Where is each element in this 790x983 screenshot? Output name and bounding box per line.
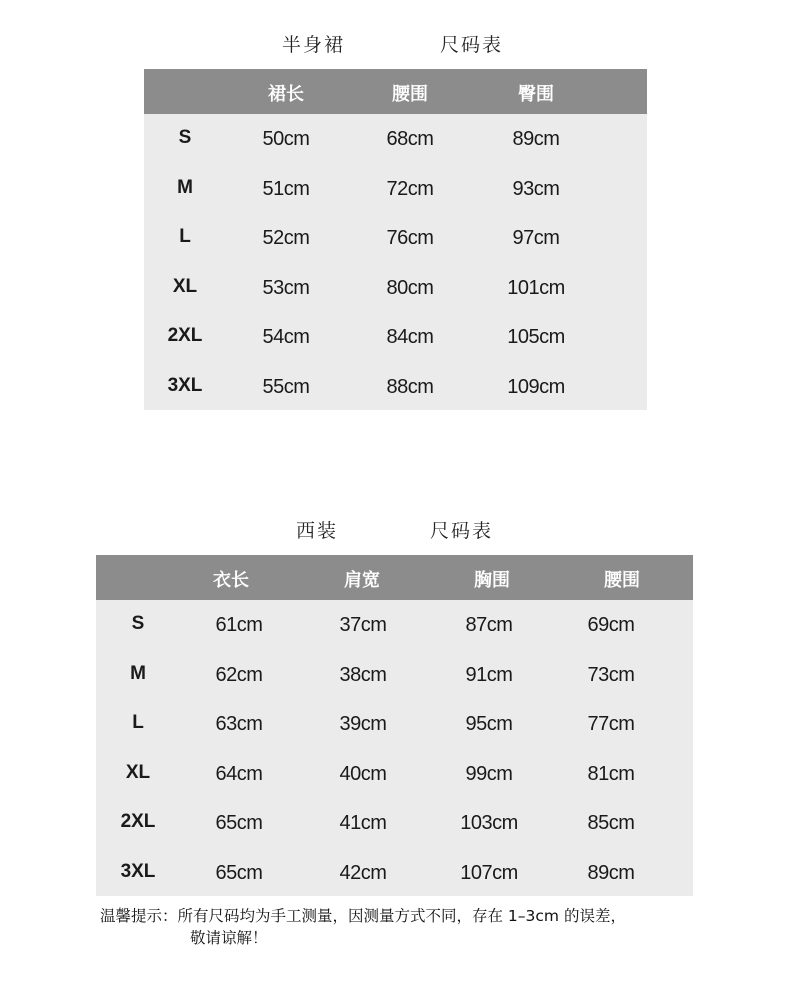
skirt-table-header [144,69,647,114]
suit-title-right: 尺码表 [430,520,494,542]
measurement-cell: 87cm [465,614,513,636]
measurement-cell: 51cm [262,177,310,200]
measurement-cell: 63cm [215,713,263,735]
measurement-cell: 37cm [339,614,387,636]
measurement-cell: 97cm [512,227,560,249]
size-label: L [179,226,191,247]
skirt-header-waist: 腰围 [392,84,428,105]
tip-note-line2: 敬请谅解！ [190,929,268,947]
suit-title-left: 西装 [296,520,339,542]
measurement-cell: 64cm [215,762,263,785]
measurement-cell: 54cm [262,326,310,348]
size-label: M [177,176,193,198]
size-label: 2XL [167,325,203,346]
measurement-cell: 61cm [215,614,263,636]
tip-note-line1: 温馨提示：所有尺码均为手工测量，因测量方式不同，存在 1–3cm 的误差， [100,907,626,925]
size-label: 3XL [167,374,203,396]
measurement-cell: 88cm [386,375,434,398]
skirt-size-table [144,69,647,410]
size-label: 3XL [120,860,156,882]
tip-note [100,905,626,949]
measurement-cell: 50cm [262,128,310,150]
size-label: XL [172,275,198,297]
suit-size-table [96,555,693,896]
measurement-cell: 62cm [215,663,263,686]
measurement-cell: 52cm [262,227,310,249]
measurement-cell: 39cm [339,713,387,735]
suit-header-waist: 腰围 [604,570,640,591]
measurement-cell: 89cm [512,128,560,150]
measurement-cell: 69cm [587,614,635,636]
measurement-cell: 81cm [587,762,635,785]
measurement-cell: 40cm [339,762,387,785]
measurement-cell: 53cm [262,276,310,299]
measurement-cell: 72cm [386,177,434,200]
size-label: S [131,613,145,634]
skirt-header-hip: 臀围 [518,84,554,105]
measurement-cell: 38cm [339,663,387,686]
measurement-cell: 73cm [587,663,635,686]
measurement-cell: 42cm [339,861,387,884]
measurement-cell: 77cm [587,713,635,735]
measurement-cell: 76cm [386,227,434,249]
measurement-cell: 65cm [215,812,263,834]
measurement-cell: 101cm [507,276,565,299]
size-label: M [130,662,146,684]
measurement-cell: 109cm [507,375,565,398]
measurement-cell: 107cm [460,861,518,884]
measurement-cell: 105cm [507,326,565,348]
measurement-cell: 89cm [587,861,635,884]
suit-table-header [96,555,693,600]
measurement-cell: 95cm [465,713,513,735]
measurement-cell: 55cm [262,375,310,398]
suit-header-chest: 胸围 [474,570,510,591]
suit-header-length: 衣长 [213,570,249,591]
measurement-cell: 93cm [512,177,560,200]
measurement-cell: 84cm [386,326,434,348]
measurement-cell: 68cm [386,128,434,150]
measurement-cell: 91cm [465,663,513,686]
measurement-cell: 80cm [386,276,434,299]
measurement-cell: 103cm [460,812,518,834]
measurement-cell: 85cm [587,812,635,834]
size-label: XL [125,761,151,783]
skirt-title-left: 半身裙 [282,34,346,56]
skirt-header-length: 裙长 [268,84,304,105]
size-label: L [132,712,144,733]
measurement-cell: 41cm [339,812,387,834]
size-label: S [178,127,192,148]
skirt-title-right: 尺码表 [440,34,504,56]
size-label: 2XL [120,811,156,832]
measurement-cell: 65cm [215,861,263,884]
measurement-cell: 99cm [465,762,513,785]
suit-header-shoulder: 肩宽 [344,570,380,591]
